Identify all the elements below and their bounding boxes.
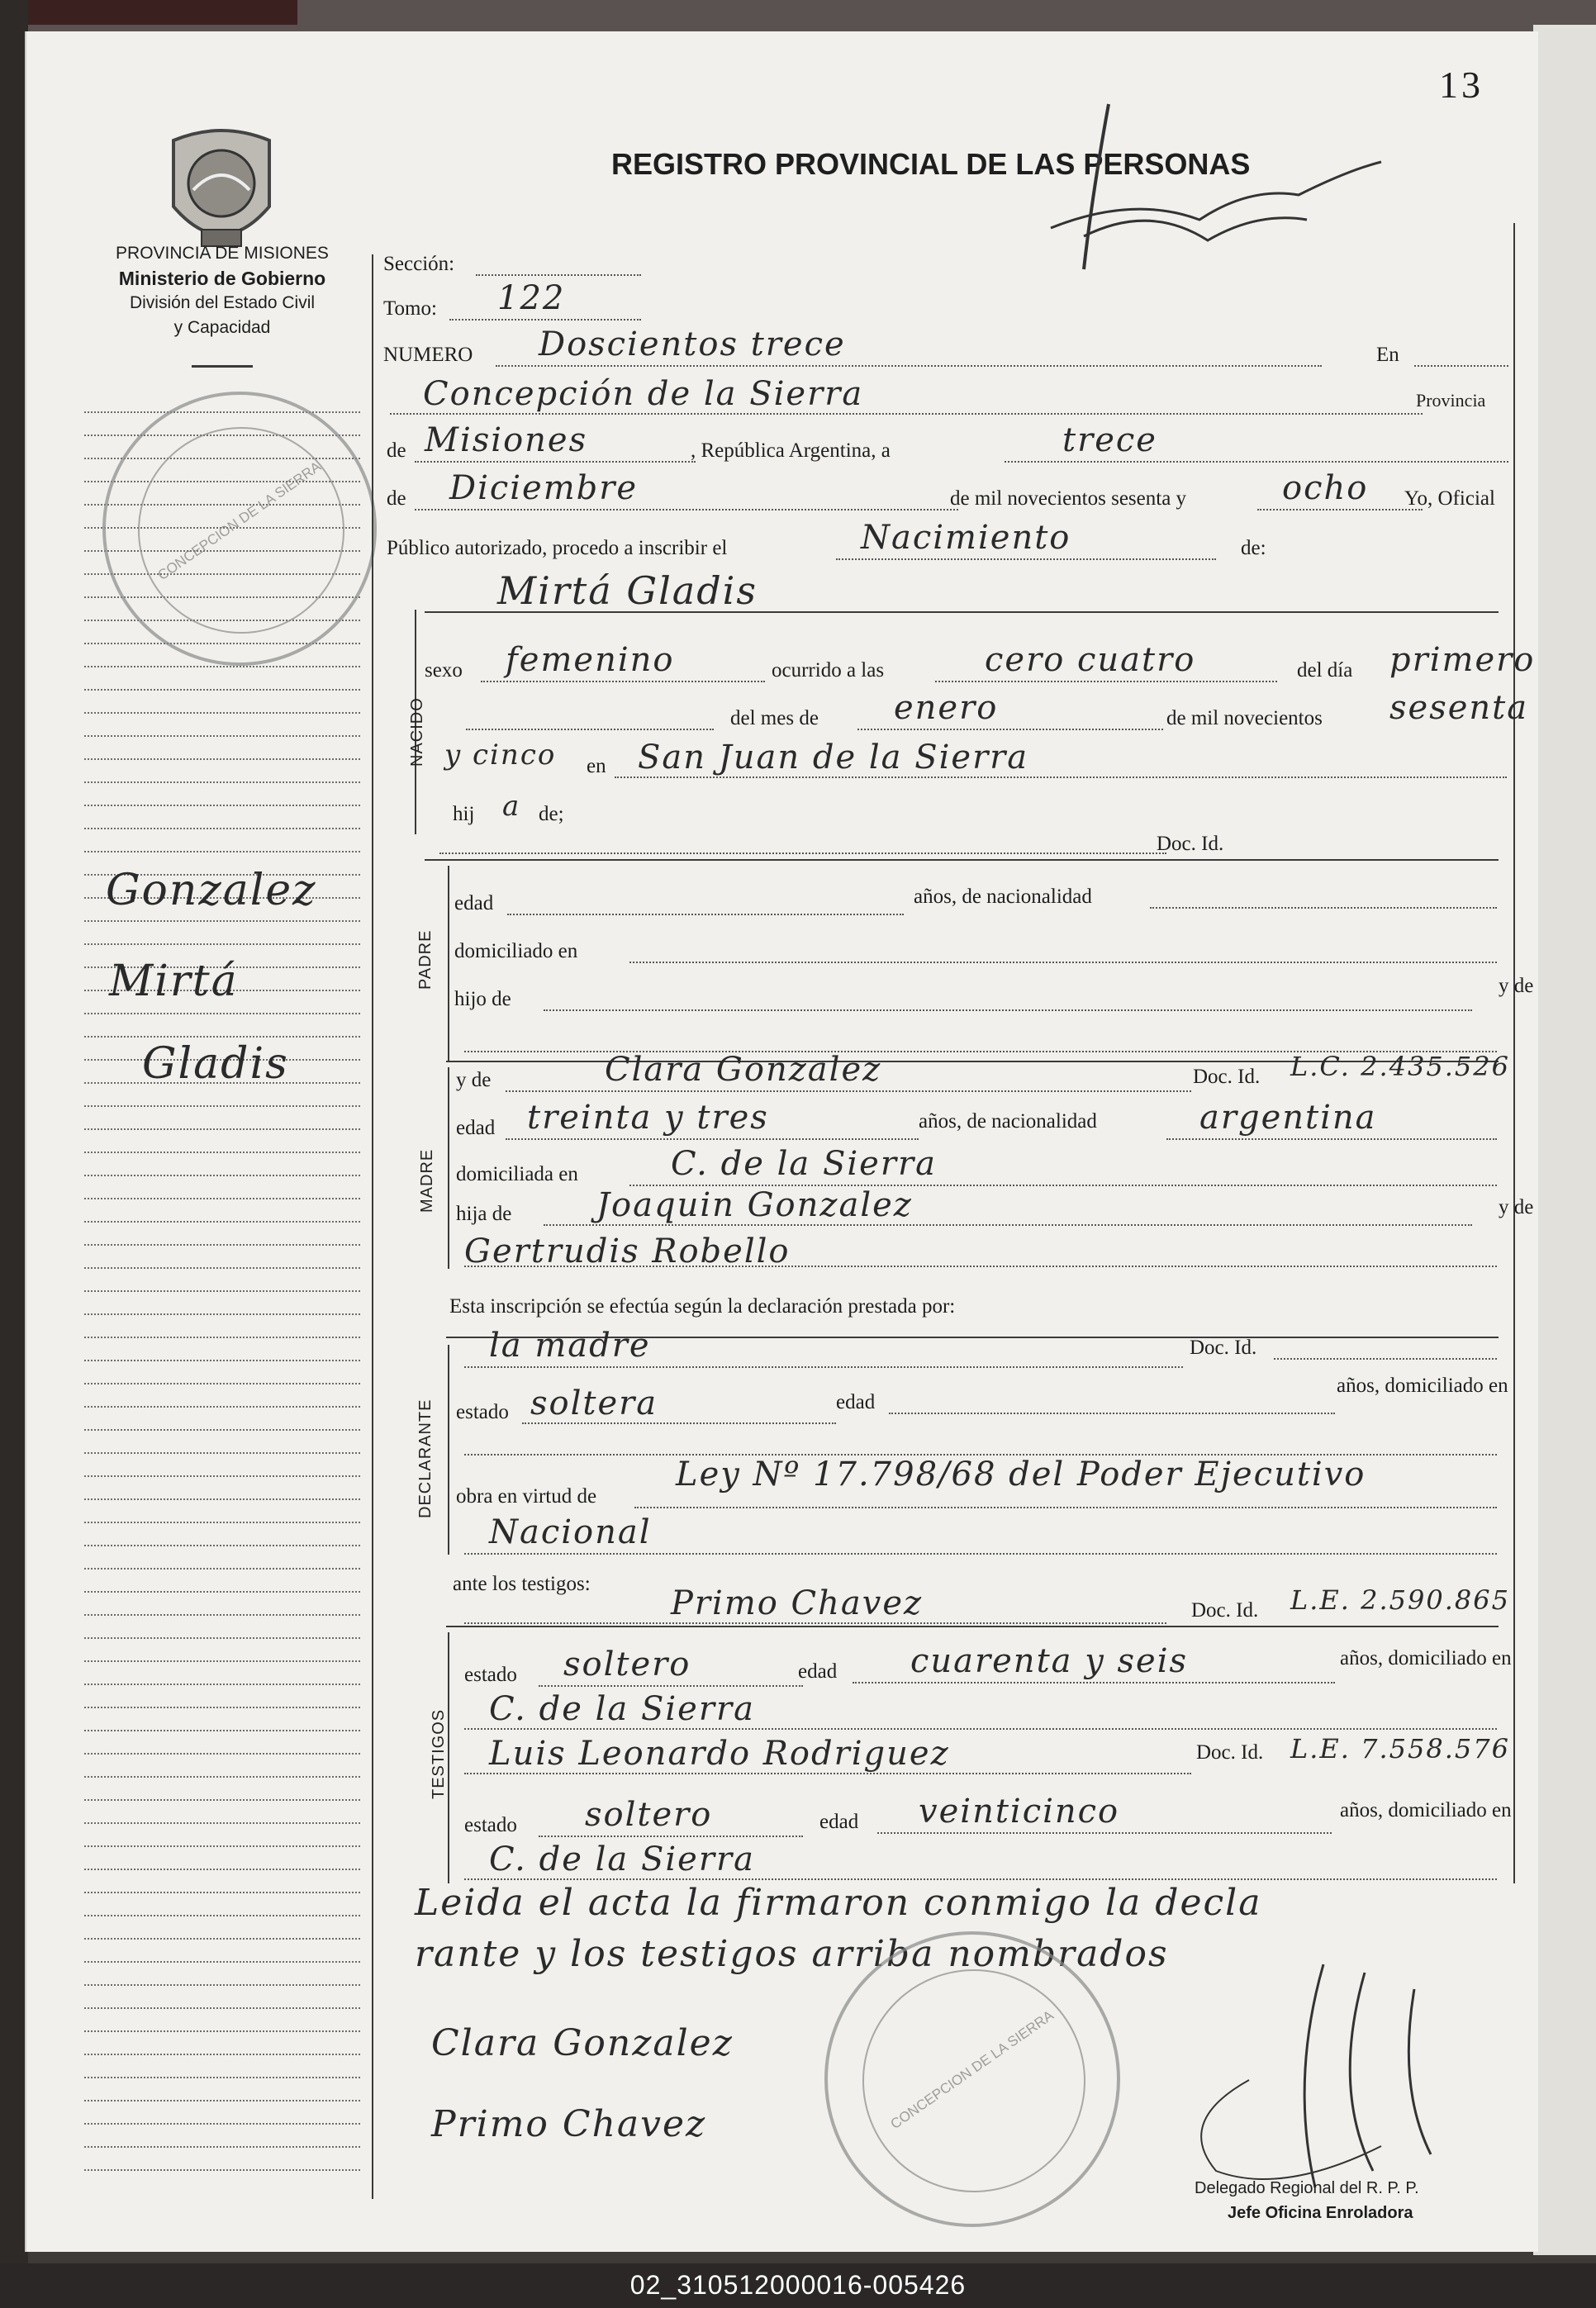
padre-doc-label: Doc. Id.: [1157, 833, 1224, 855]
padre-domicilio-line: [629, 962, 1497, 963]
margin-rule-line: [84, 1128, 360, 1130]
tomo-value: 122: [497, 279, 566, 317]
left-frame-line: [372, 254, 373, 2199]
testigos-section-label: TESTIGOS: [430, 1708, 448, 1799]
ministry-header: [102, 241, 342, 340]
testigo1-estado-line: [539, 1685, 803, 1687]
sexo-field-line: [481, 681, 765, 682]
en-label: En: [1376, 344, 1399, 366]
margin-first-name: Mirtá: [109, 957, 239, 1006]
nacido-en-label: en: [587, 755, 606, 777]
sexo-label: sexo: [425, 659, 463, 681]
margin-rule-line: [84, 1892, 360, 1893]
nacido-dia-value: primero: [1389, 641, 1536, 679]
madre-section-label: MADRE: [418, 1148, 436, 1213]
testigo1-nombre-line: [464, 1622, 1166, 1624]
madre-domicilio-label: domiciliada en: [456, 1163, 578, 1185]
declarante-domicilio-label: años, domiciliado en: [1337, 1375, 1508, 1397]
official-signature: [1034, 96, 1406, 286]
page-number: 13: [1439, 64, 1484, 106]
nacido-nombre: Mirtá Gladis: [497, 568, 758, 613]
margin-rule-line: [84, 1984, 360, 1986]
nacido-mes-value: enero: [894, 689, 999, 727]
testigo2-edad-label: edad: [819, 1811, 859, 1833]
madre-doc-label: Doc. Id.: [1193, 1066, 1261, 1088]
declarante-intro: Esta inscripción se efectúa según la declaración prestada por:: [449, 1295, 956, 1318]
padre-edad-line: [507, 914, 904, 915]
stamp-inner-ring-bottom: [862, 1969, 1085, 2192]
testigos-top-line: [446, 1626, 1499, 1627]
dia-continuation-line: [466, 729, 714, 730]
margin-rule-line: [84, 689, 360, 691]
margin-rule-line: [84, 851, 360, 852]
header-divider: [192, 365, 253, 368]
margin-rule-line: [84, 2054, 360, 2055]
capacity-label: y Capacidad: [173, 318, 271, 337]
nacido-mes-line: [857, 729, 1163, 730]
padre-y-de-label: y de: [1499, 975, 1534, 997]
register-page: [25, 31, 1538, 2252]
margin-rule-line: [84, 1545, 360, 1546]
mes-value: Diciembre: [449, 469, 639, 507]
del-mes-label: del mes de: [730, 707, 819, 729]
margin-rule-line: [84, 1799, 360, 1801]
seccion-label: Sección:: [383, 253, 455, 275]
testigo1-edad-value: cuarenta y seis: [910, 1642, 1189, 1680]
acto-value: Nacimiento: [861, 519, 1071, 557]
hora-field-line: [935, 681, 1277, 682]
provincia-field-line: [415, 461, 696, 463]
margin-rule-line: [84, 1036, 360, 1038]
cover-edge: [0, 0, 297, 25]
mil-label: de mil novecientos sesenta y: [950, 487, 1187, 510]
testigo2-estado-value: soltero: [585, 1796, 713, 1834]
anio-value: ocho: [1282, 469, 1369, 507]
madre-padre-line: [544, 1224, 1472, 1226]
margin-rule-line: [84, 1013, 360, 1014]
margin-rule-line: [84, 1360, 360, 1361]
margin-rule-line: [84, 2146, 360, 2148]
margin-rule-line: [84, 666, 360, 667]
nacido-anio-value-2: y cinco: [444, 738, 557, 772]
declarante-estado-line: [522, 1422, 836, 1424]
margin-rule-line: [84, 1105, 360, 1107]
margin-rule-line: [84, 758, 360, 760]
margin-rule-line: [84, 943, 360, 945]
madre-nombre-line: [506, 1090, 1191, 1092]
testigo2-nombre: Luis Leonardo Rodriguez: [489, 1735, 950, 1773]
del-dia-label: del día: [1297, 659, 1353, 681]
margin-rule-line: [84, 1221, 360, 1223]
declarante-nombre-line: [464, 1366, 1183, 1368]
margin-rule-line: [84, 1267, 360, 1269]
margin-rule-line: [84, 2123, 360, 2125]
padre-hijo-label: hijo de: [454, 988, 511, 1010]
ministry-label: Ministerio de Gobierno: [118, 268, 326, 289]
numero-value: Doscientos trece: [539, 325, 846, 363]
closing-line-1: Leida el acta la firmaron conmigo la decla: [415, 1882, 1262, 1924]
margin-rule-line: [84, 1152, 360, 1153]
margin-rule-line: [84, 805, 360, 806]
testigo1-estado-value: soltero: [563, 1646, 691, 1684]
hora-value: cero cuatro: [985, 641, 1196, 679]
testigo1-doc-value: L.E. 2.590.865: [1290, 1584, 1510, 1616]
margin-rule-line: [84, 1522, 360, 1523]
margin-surname: Gonzalez: [106, 866, 317, 915]
hij-value: a: [502, 790, 521, 823]
margin-rule-line: [84, 1290, 360, 1292]
margin-rule-line: [84, 1915, 360, 1916]
madre-nacionalidad-value: argentina: [1199, 1099, 1377, 1137]
testigos-intro: ante los testigos:: [453, 1573, 591, 1595]
division-label: División del Estado Civil: [129, 293, 316, 312]
margin-rule-line: [84, 920, 360, 922]
officer-signature: [1166, 1956, 1497, 2204]
nacido-section-label: NACIDO: [408, 697, 426, 767]
padre-domicilio-label: domiciliado en: [454, 940, 578, 962]
testigo1-nombre: Primo Chavez: [671, 1584, 924, 1622]
declarante-bracket: [448, 1345, 449, 1555]
testigo2-doc-value: L.E. 7.558.576: [1290, 1733, 1510, 1764]
acto-field-line: [836, 558, 1216, 560]
declarante-nombre: la madre: [489, 1327, 651, 1365]
testigo2-estado-label: estado: [464, 1814, 517, 1836]
margin-rule-line: [84, 1383, 360, 1384]
padre-top-line: [425, 859, 1499, 861]
margin-rule-line: [84, 1845, 360, 1847]
official-stamp-bottom: [824, 1931, 1120, 2227]
seccion-field-line: [476, 274, 641, 276]
mes-field-line: [415, 509, 958, 511]
obra-value-1: Ley Nº 17.798/68 del Poder Ejecutivo: [676, 1456, 1366, 1494]
margin-rule-line: [84, 1660, 360, 1662]
declarante-section-label: DECLARANTE: [416, 1399, 435, 1518]
testigo1-edad-line: [853, 1682, 1335, 1684]
padre-section-label: PADRE: [416, 929, 435, 990]
declarante-edad-label: edad: [836, 1391, 876, 1413]
margin-rule-line: [84, 1614, 360, 1616]
madre-nacionalidad-line: [1166, 1138, 1497, 1140]
de-label: de: [387, 439, 406, 462]
margin-second-name: Gladis: [142, 1039, 289, 1089]
testigo1-domicilio-line: [464, 1728, 1497, 1730]
numero-field-line: [496, 365, 1322, 367]
margin-rule-line: [84, 1776, 360, 1778]
yo-oficial-label: Yo, Oficial: [1404, 487, 1495, 510]
margin-rule-line: [84, 1961, 360, 1963]
republica-label: , República Argentina, a: [691, 439, 891, 462]
nacido-anio-value-1: sesenta: [1389, 689, 1529, 727]
closing-line-2: rante y los testigos arriba nombrados: [415, 1933, 1169, 1975]
testigo1-edad-label: edad: [798, 1660, 838, 1683]
padre-nacionalidad-label: años, de nacionalidad: [914, 886, 1092, 908]
margin-rule-line: [84, 828, 360, 829]
testigo1-domicilio-value: C. de la Sierra: [489, 1690, 755, 1728]
margin-rule-line: [84, 1707, 360, 1708]
margin-rule-line: [84, 1198, 360, 1199]
footer-jefe: Jefe Oficina Enroladora: [1228, 2204, 1413, 2222]
dia-field-line: [1005, 461, 1508, 463]
book-spine: [0, 0, 28, 2280]
declarante-estado-value: soltera: [530, 1384, 658, 1422]
nacido-lugar-value: San Juan de la Sierra: [638, 738, 1029, 776]
madre-madre-value: Gertrudis Robello: [464, 1232, 791, 1270]
margin-rule-line: [84, 1452, 360, 1454]
province-label: PROVINCIA DE MISIONES: [116, 244, 329, 263]
margin-rule-line: [84, 781, 360, 783]
margin-rule-line: [84, 1568, 360, 1570]
obra-line-2: [464, 1553, 1497, 1555]
document-id: 02_310512000016-005426: [629, 2270, 967, 2300]
madre-edad-label: edad: [456, 1117, 496, 1139]
margin-rule-line: [84, 1406, 360, 1408]
madre-domicilio-value: C. de la Sierra: [671, 1145, 937, 1183]
madre-madre-line: [464, 1266, 1497, 1267]
margin-rule-line: [84, 1337, 360, 1338]
testigo1-estado-label: estado: [464, 1664, 517, 1686]
padre-hijo-line: [544, 1009, 1472, 1011]
padre-edad-label: edad: [454, 892, 494, 914]
declarante-estado-label: estado: [456, 1401, 509, 1423]
lugar-field-line: [390, 413, 1423, 415]
ocurrido-label: ocurrido a las: [772, 659, 885, 681]
madre-y-de-label: y de: [456, 1069, 492, 1091]
obra-value-2: Nacional: [489, 1513, 652, 1551]
de-label-2: de: [387, 487, 406, 510]
margin-rule-line: [84, 2007, 360, 2009]
tomo-field-line: [449, 319, 641, 321]
provincia-value: Misiones: [425, 421, 588, 459]
mil-novecientos-label: de mil novecientos: [1166, 707, 1323, 729]
margin-rule-line: [84, 712, 360, 714]
padre-nacionalidad-line: [1150, 907, 1497, 909]
sexo-value: femenino: [506, 641, 675, 679]
adjacent-page-edge: [1533, 25, 1596, 2255]
hij-de-label: de;: [539, 803, 564, 825]
signature-testigo: Primo Chavez: [431, 2103, 707, 2145]
margin-rule-line: [84, 1498, 360, 1500]
obra-line-1: [634, 1507, 1497, 1508]
madre-padre-value: Joaquin Gonzalez: [596, 1186, 913, 1224]
madre-edad-value: treinta y tres: [527, 1099, 769, 1137]
testigo2-nombre-line: [464, 1773, 1191, 1774]
dia-value: trece: [1062, 421, 1157, 459]
testigo2-estado-line: [539, 1835, 803, 1837]
nacido-lugar-line: [615, 776, 1507, 778]
en-field-line: [1414, 365, 1508, 367]
padre-bracket: [448, 866, 449, 1061]
margin-rule-line: [84, 1475, 360, 1477]
signature-declarante: Clara Gonzalez: [431, 2022, 734, 2064]
madre-doc-value: L.C. 2.435.526: [1290, 1051, 1510, 1082]
tomo-label: Tomo:: [383, 297, 437, 320]
margin-rule-line: [84, 1429, 360, 1431]
provincia-label: Provincia: [1416, 390, 1486, 411]
declarante-doc-label: Doc. Id.: [1190, 1337, 1257, 1359]
margin-rule-line: [84, 2100, 360, 2101]
margin-rule-line: [84, 1637, 360, 1639]
madre-nacionalidad-label: años, de nacionalidad: [919, 1110, 1097, 1133]
margin-rule-line: [84, 735, 360, 737]
hij-label: hij: [453, 803, 475, 825]
margin-rule-line: [84, 1938, 360, 1940]
testigo2-edad-line: [877, 1832, 1332, 1834]
declarante-doc-line: [1274, 1358, 1497, 1360]
madre-nombre: Clara Gonzalez: [605, 1051, 882, 1089]
madre-y-de-label-2: y de: [1499, 1196, 1534, 1218]
margin-rule-line: [84, 2030, 360, 2032]
madre-hija-label: hija de: [456, 1203, 512, 1225]
obra-label: obra en virtud de: [456, 1485, 597, 1508]
margin-rule-line: [84, 1684, 360, 1685]
margin-rule-line: [84, 2169, 360, 2171]
testigo1-domicilio-label: años, domiciliado en: [1340, 1647, 1512, 1669]
testigo2-doc-label: Doc. Id.: [1196, 1741, 1264, 1764]
testigo2-domicilio-value: C. de la Sierra: [489, 1840, 755, 1878]
padre-name-line: [439, 852, 1166, 854]
declarante-edad-line: [889, 1413, 1335, 1414]
margin-rule-line: [84, 1869, 360, 1870]
numero-label: NUMERO: [383, 344, 473, 366]
right-frame-line: [1513, 223, 1515, 1883]
margin-rule-line: [84, 1244, 360, 1246]
de-colon-label: de:: [1241, 537, 1266, 559]
margin-rule-line: [84, 1591, 360, 1593]
page-title: REGISTRO PROVINCIAL DE LAS PERSONAS: [611, 147, 1251, 181]
anio-field-line: [1257, 509, 1423, 511]
coat-of-arms-icon: [165, 124, 278, 258]
margin-rule-line: [84, 1822, 360, 1824]
lugar-value: Concepción de la Sierra: [423, 375, 864, 413]
margin-rule-line: [84, 1753, 360, 1755]
testigo2-domicilio-label: años, domiciliado en: [1340, 1799, 1512, 1821]
publico-label: Público autorizado, procedo a inscribir el: [387, 537, 728, 559]
testigo2-domicilio-line: [464, 1878, 1497, 1880]
testigo2-edad-value: veinticinco: [919, 1793, 1120, 1831]
margin-rule-line: [84, 1313, 360, 1315]
madre-edad-line: [506, 1138, 919, 1140]
margin-rule-line: [84, 1730, 360, 1731]
footer-delegado: Delegado Regional del R. P. P.: [1195, 2179, 1419, 2197]
official-stamp-left: [102, 392, 377, 666]
testigo1-doc-label: Doc. Id.: [1191, 1599, 1259, 1622]
margin-rule-line: [84, 2077, 360, 2078]
margin-rule-line: [84, 1175, 360, 1176]
madre-bracket: [448, 1067, 449, 1269]
stamp-text-bottom: CONCEPCION DE LA SIERRA: [887, 2007, 1057, 2133]
stamp-text: CONCEPCION DE LA SIERRA: [154, 458, 324, 583]
